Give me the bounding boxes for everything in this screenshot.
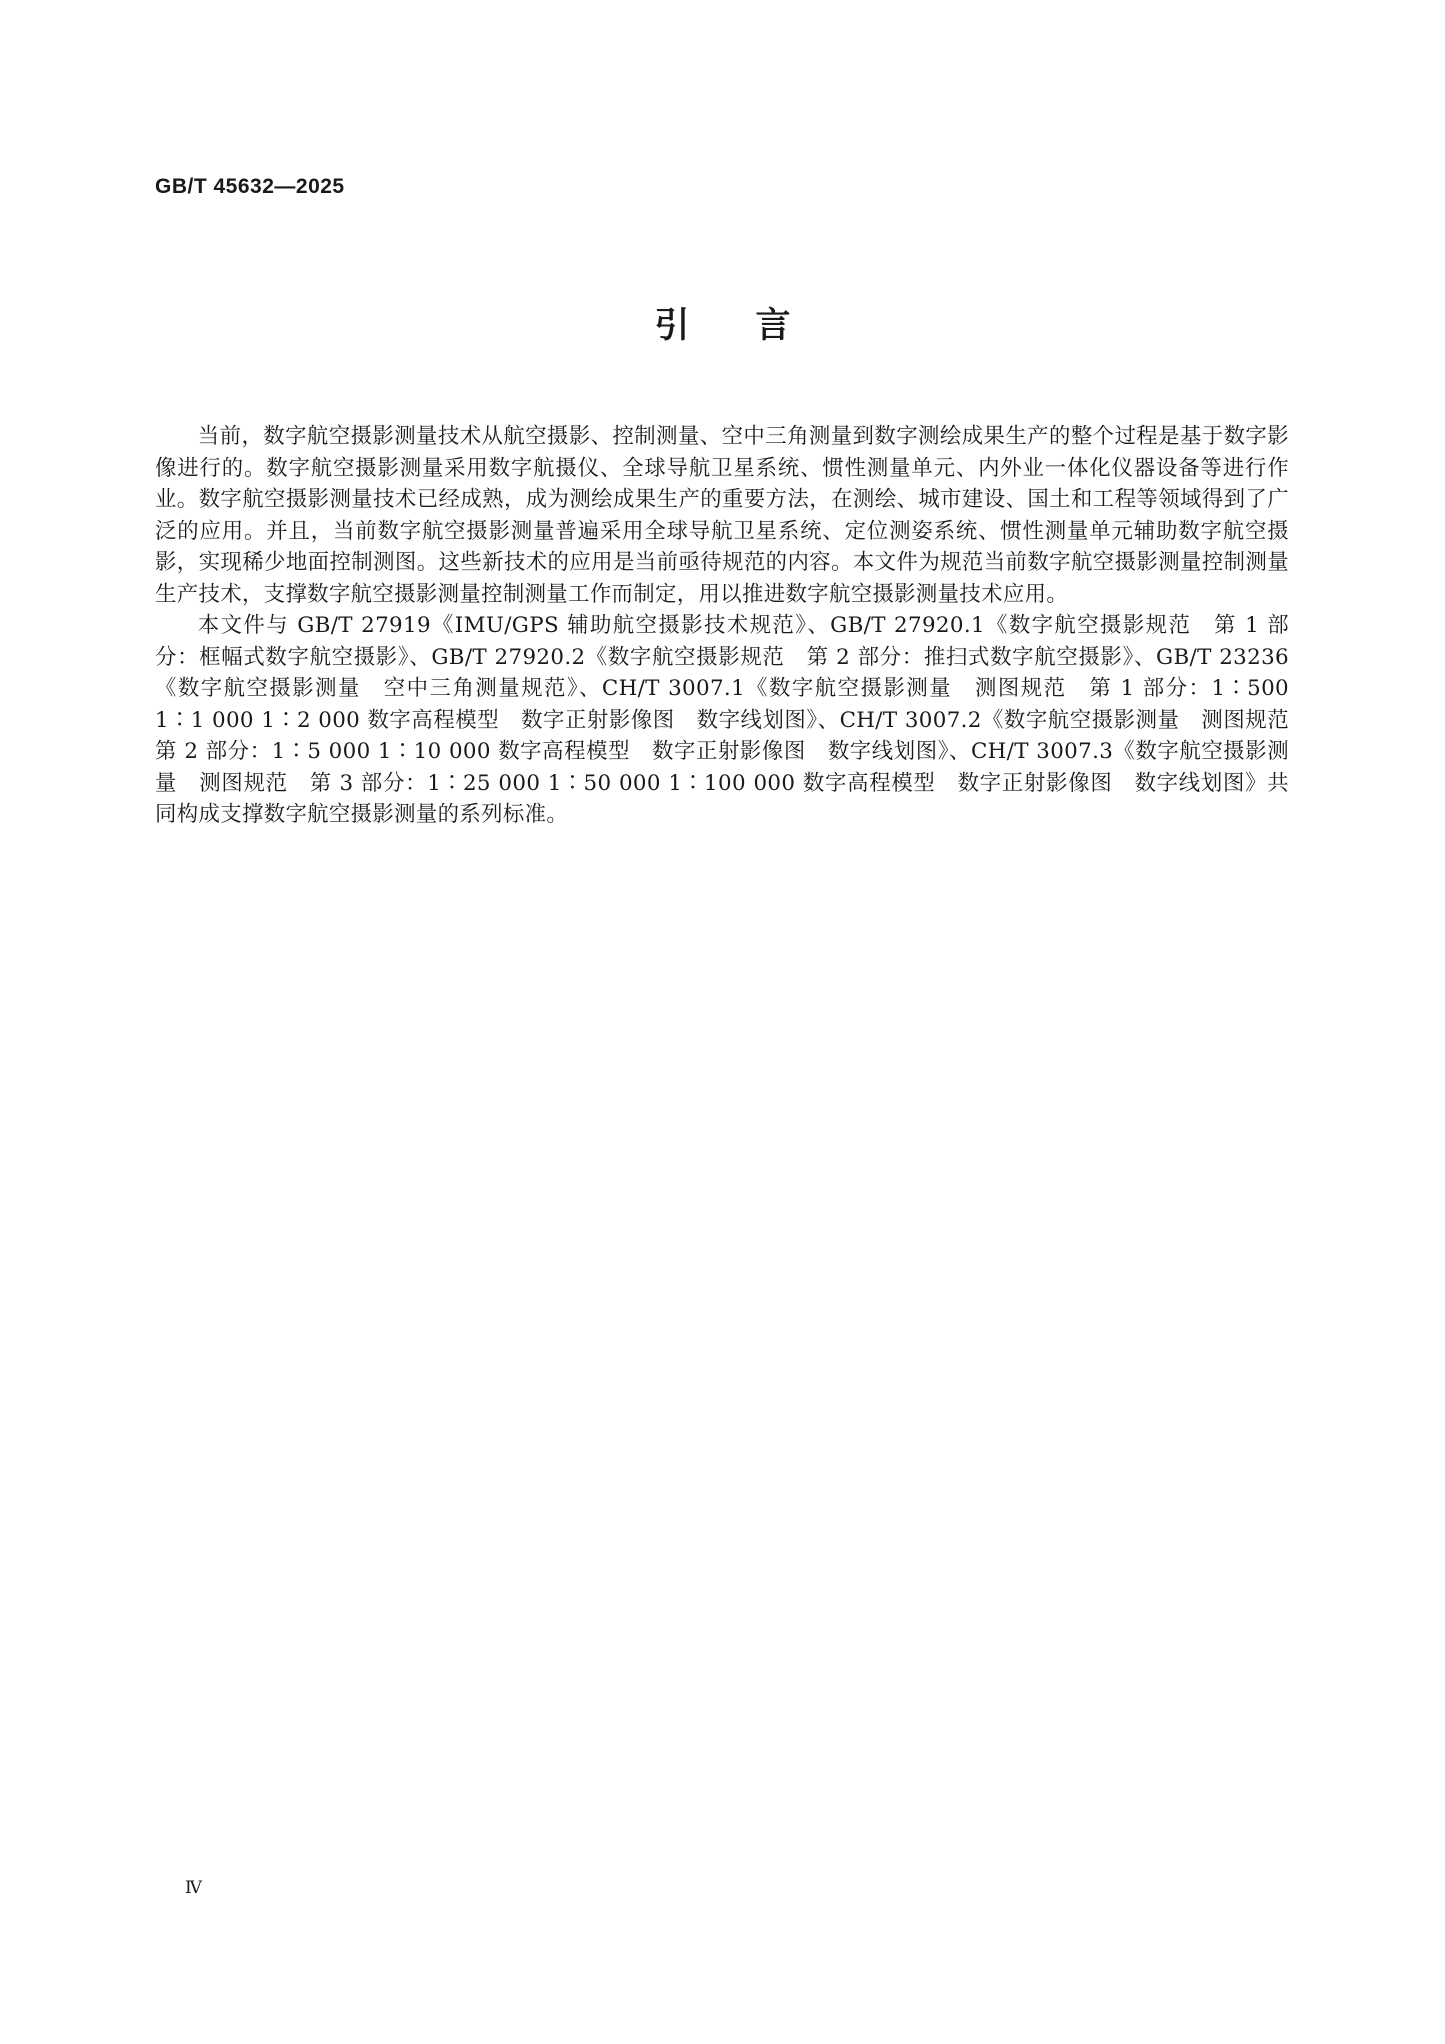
introduction-body: [155, 421, 1311, 831]
paragraph-related-standards: 本文件与 GB/T 27919《IMU/GPS 辅助航空摄影技术规范》、GB/T 27920.1《数字航空摄影规范 第 1 部分：框幅式数字航空摄影》、GB/T 27920.2《数字航空摄影规范 第 2 部分：推扫式数字航空摄影》、GB/T 23236《数字航空摄影测量 空中三角测量规范》、CH/T 3007.1《数字航空摄影测量 测图规范 第 1 部分：1∶500 1∶1 000 1∶2 000 数字高程模型 数字正射影像图 数字线划图》、CH/T 3007.2《数字航空摄影测量 测图规范 第 2 部分：1∶5 000 1∶10 000 数字高程模型 数字正射影像图 数字线划图》、CH/T 3007.3《数字航空摄影测量 测图规范 第 3 部分：1∶25 000 1∶50 000 1∶100 000 数字高程模型 数字正射影像图 数字线划图》共同构成支撑数字航空摄影测量的系列标准。: [155, 613, 1311, 827]
standard-number: GB/T 45632—2025: [155, 175, 345, 198]
page-number: Ⅳ: [185, 1878, 202, 1898]
page-title: 引言: [654, 306, 857, 346]
paragraph-background: 当前，数字航空摄影测量技术从航空摄影、控制测量、空中三角测量到数字测绘成果生产的整个过程是基于数字影像进行的。数字航空摄影测量采用数字航摄仪、全球导航卫星系统、惯性测量单元、内外业一体化仪器设备等进行作业。数字航空摄影测量技术已经成熟，成为测绘成果生产的重要方法，在测绘、城市建设、国土和工程等领域得到了广泛的应用。并且，当前数字航空摄影测量普遍采用全球导航卫星系统、定位测姿系统、惯性测量单元辅助数字航空摄影，实现稀少地面控制测图。这些新技术的应用是当前亟待规范的内容。本文件为规范当前数字航空摄影测量控制测量生产技术，支撑数字航空摄影测量控制测量工作而制定，用以推进数字航空摄影测量技术应用。: [155, 424, 1289, 607]
